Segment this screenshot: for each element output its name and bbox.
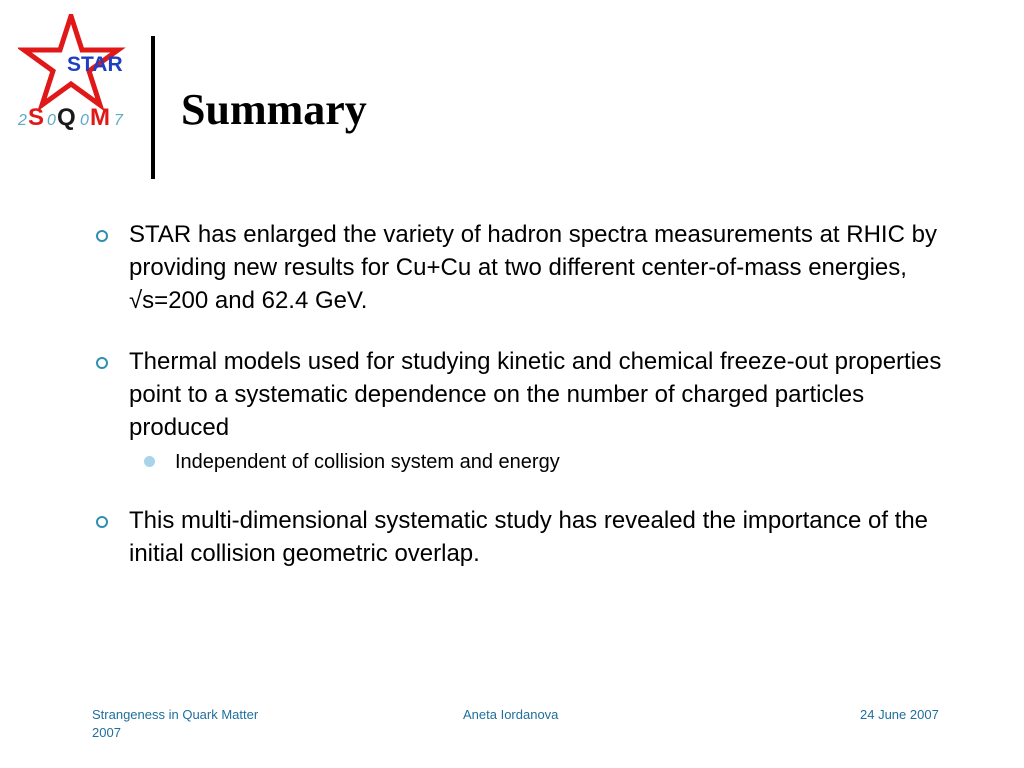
bullet-item: [92, 345, 952, 476]
sqm-digit: 7: [114, 112, 123, 129]
title-divider: [151, 36, 155, 179]
sub-bullet-item: [129, 448, 952, 476]
bullet-list: [92, 218, 952, 570]
sub-bullet-dot-icon: [144, 456, 155, 467]
footer-date: 24 June 2007: [860, 707, 939, 722]
star-icon: [18, 14, 142, 114]
footer-conference: Strangeness in Quark Matter 2007: [92, 707, 259, 740]
sqm-digit: 2: [18, 112, 27, 129]
bullet-circle-icon: [96, 357, 108, 369]
bullet-item: [92, 504, 952, 570]
bullet-text: Thermal models used for studying kinetic and chemical freeze-out properties point to a systematic dependence on the number of charged particles produced: [129, 348, 942, 441]
bullet-circle-icon: [96, 516, 108, 528]
bullet-circle-icon: [96, 230, 108, 242]
sub-bullet-text: Independent of collision system and energy: [175, 451, 560, 473]
bullet-text: This multi-dimensional systematic study has revealed the importance of the initial collision geometric overlap.: [129, 507, 929, 567]
sqm-logo: [18, 104, 142, 140]
sqm-letter-m: M: [90, 104, 110, 131]
bullet-text: STAR has enlarged the variety of hadron spectra measurements at RHIC by providing new results for Cu+Cu at two different center-of-mass energies, √s=200 and 62.4 GeV.: [129, 221, 937, 314]
sqm-digit: 0: [47, 112, 56, 129]
footer-author: Aneta Iordanova: [463, 707, 559, 722]
sqm-letter-s: S: [28, 104, 45, 131]
page-title: Summary: [181, 85, 367, 134]
bullet-item: [92, 218, 952, 317]
star-logo-text: STAR: [67, 53, 123, 76]
sqm-digit: 0: [80, 112, 89, 129]
sqm-letter-q: Q: [57, 104, 76, 131]
